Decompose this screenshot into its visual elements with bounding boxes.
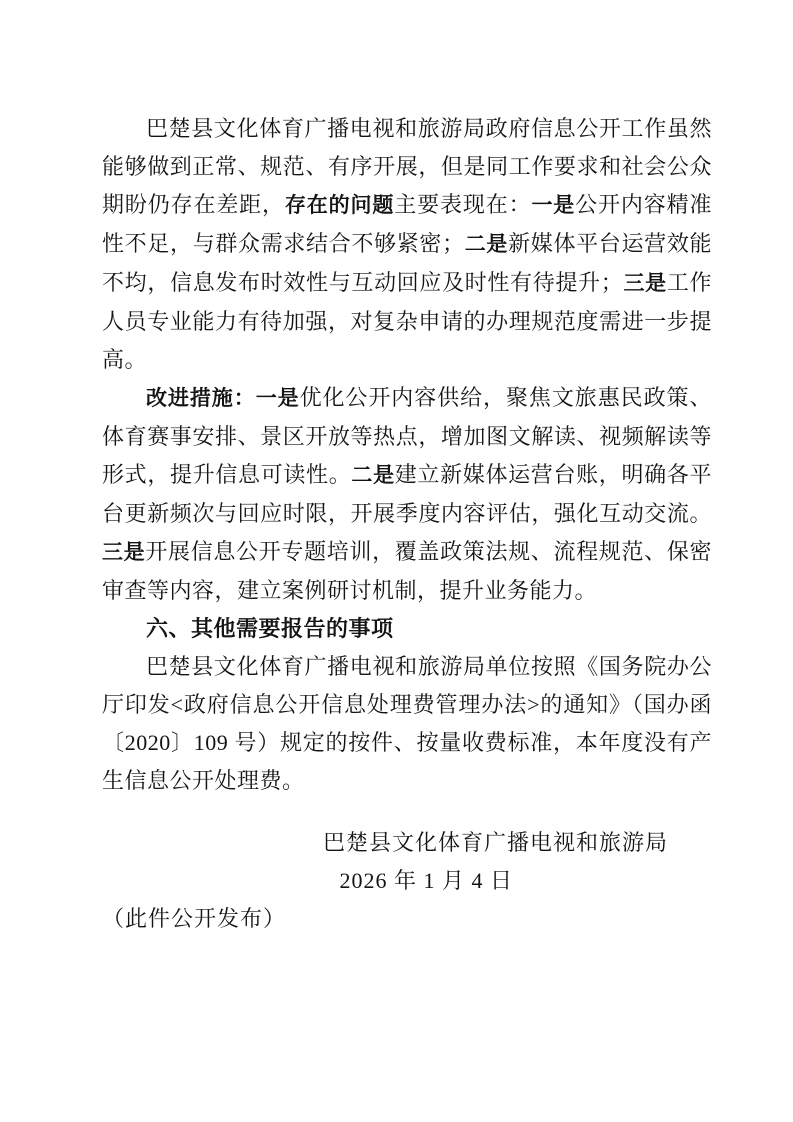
- emphasis-first: 一是: [531, 194, 576, 217]
- emphasis-existing-problems: 存在的问题: [284, 194, 395, 217]
- signature-agency: 巴楚县文化体育广播电视和旅游局: [322, 830, 668, 855]
- emphasis-improvement-measures: 改进措施：: [146, 387, 256, 410]
- emphasis-second: 二是: [464, 233, 509, 256]
- section-6-heading: 六、其他需要报告的事项: [146, 616, 394, 641]
- signature-block: [102, 824, 712, 938]
- text-segment: 主要表现在：: [394, 192, 532, 217]
- paragraph-processing-fees: [102, 648, 712, 800]
- text-segment: 工作人员专业能力有待加强，对复杂申请的办理规范度需进一步提高。: [102, 270, 712, 372]
- signature-date: 2026 年 1 月 4 日: [339, 868, 513, 893]
- text-segment: 优化公开内容供给，聚焦文旅惠民政策、体育赛事安排、景区开放等热点，增加图文解读、视频解读等形式，提升信息可读性。: [102, 385, 712, 487]
- text-segment: 新媒体平台运营效能不均，信息发布时效性与互动回应及时性有待提升；: [102, 231, 712, 295]
- emphasis-third: 三是: [102, 541, 146, 564]
- paragraph-problems: [102, 110, 712, 379]
- paragraph-improvements: [102, 379, 712, 610]
- text-segment: 建立新媒体运营台账，明确各平台更新频次与回应时限，开展季度内容评估，强化互动交流。: [102, 462, 712, 526]
- text-segment: 公开内容精准性不足，与群众需求结合不够紧密；: [102, 192, 712, 256]
- emphasis-third: 三是: [623, 272, 667, 295]
- emphasis-second: 二是: [351, 464, 395, 487]
- text-segment: 巴楚县文化体育广播电视和旅游局政府信息公开工作虽然能够做到正常、规范、有序开展，但是同工作要求和社会公众期盼仍存在差距，: [102, 116, 712, 217]
- text-segment: 开展信息公开专题培训，覆盖政策法规、流程规范、保密审查等内容，建立案例研讨机制，提升业务能力。: [102, 539, 713, 603]
- emphasis-first: 一是: [255, 387, 300, 410]
- text-segment: 巴楚县文化体育广播电视和旅游局单位按照《国务院办公厅印发<政府信息公开信息处理费管理办法>的通知》（国办函〔2020〕109 号）规定的按件、按量收费标准，本年度没有产生信息公开处理费。: [102, 654, 712, 793]
- publish-note: （此件公开发布）: [102, 906, 287, 931]
